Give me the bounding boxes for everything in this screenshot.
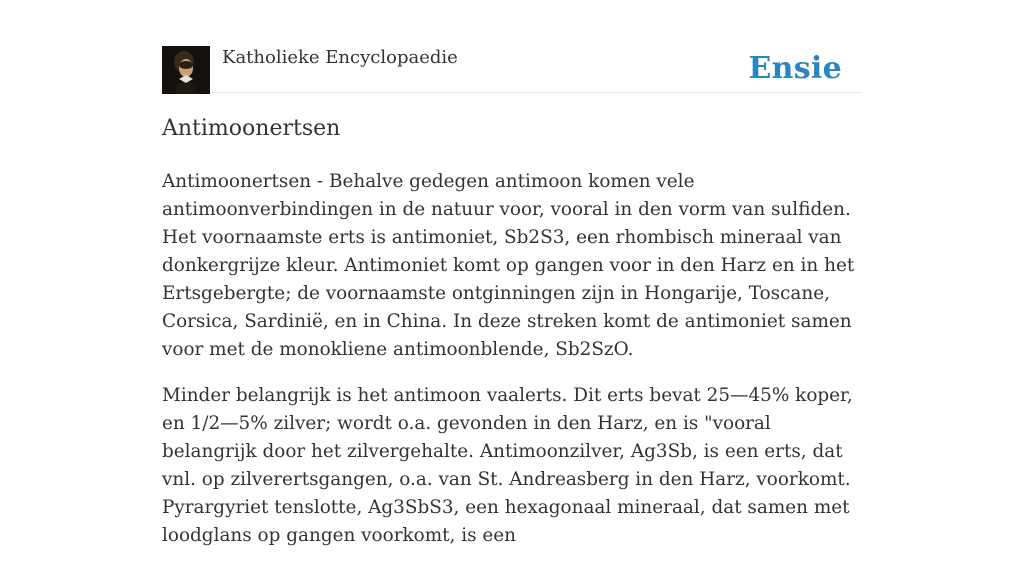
article-paragraph: Antimoonertsen - Behalve gedegen antimoon komen vele antimoonverbindingen in de natuur voor, vooral in den vorm van sulfiden. Het voornaamste erts is antimoniet, Sb2S3, een rhombisch mineraal van donkergrijze kleur. Antimoniet komt op gangen voor in den Harz en in het Ertsgebergte; de voornaamste ontginningen zijn in Hongarije, Toscane, Corsica, Sardinië, en in China. In deze streken komt de antimoniet samen voor met de monokliene antimoonblende, Sb2SzO. (162, 171, 855, 360)
site-header (162, 46, 862, 93)
article-body (162, 168, 868, 568)
page-title: Antimoonertsen (162, 116, 341, 141)
article-paragraph: Minder belangrijk is het antimoon vaalerts. Dit erts bevat 25—45% koper, en 1/2—5% zilver; wordt o.a. gevonden in den Harz, en is "vooral belangrijk door het zilvergehalte. Antimoonzilver, Ag3Sb, is een erts, dat vnl. op zilverertsgangen, o.a. van St. Andreasberg in den Harz, voorkomt. Pyrargyriet tenslotte, Ag3SbS3, een hexagonaal mineraal, dat samen met loodglans op gangen voorkomt, is een (162, 385, 853, 546)
portrait-image (162, 46, 210, 94)
source-avatar[interactable] (162, 46, 210, 94)
ensie-logo-link[interactable]: Ensie (748, 51, 842, 86)
source-title[interactable]: Katholieke Encyclopaedie (222, 47, 458, 68)
